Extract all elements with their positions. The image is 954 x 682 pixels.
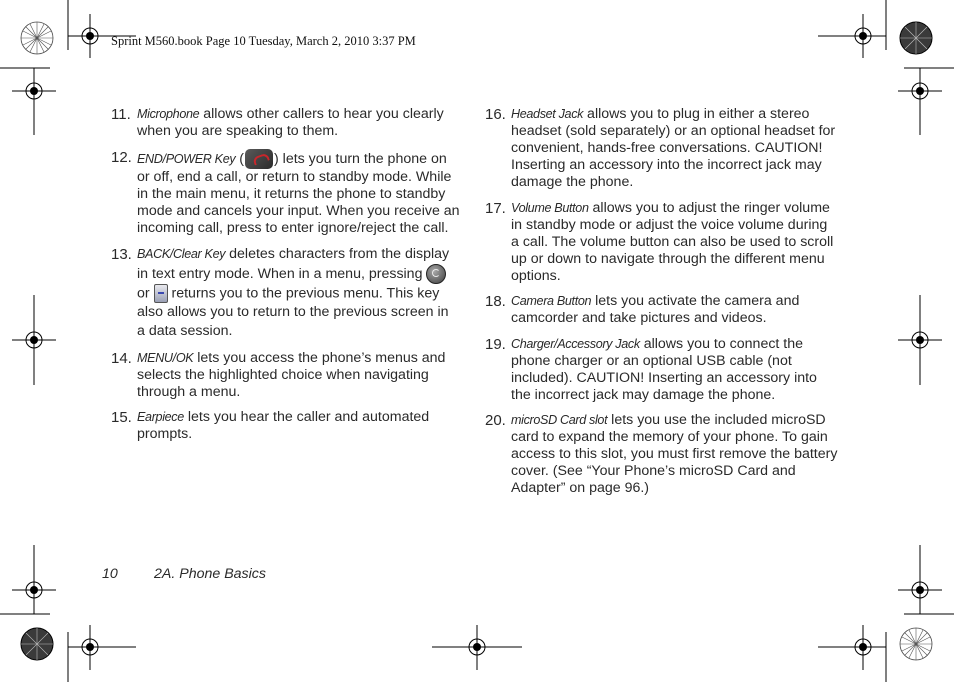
item-description: lets you hear the caller and automated prompts. [137, 409, 430, 443]
item-description: returns you to the previous menu. This key also allows you to return to the previous screen in a data session. [137, 285, 449, 340]
item-term: Headset Jack [511, 107, 584, 121]
item-term: microSD Card slot [511, 413, 608, 427]
item-number: 16. [485, 106, 506, 123]
item-number: 12. [111, 148, 132, 166]
item-number: 15. [111, 409, 132, 427]
item-term: Microphone [137, 107, 200, 121]
item-number: 14. [111, 349, 132, 367]
list-item [478, 293, 838, 327]
list-item [478, 412, 838, 497]
item-number: 19. [485, 335, 506, 353]
item-number: 20. [485, 412, 506, 429]
list-item [104, 245, 460, 341]
item-description: ) lets you turn the phone on or off, end a call, or return to standby mode. While in the main menu, it returns the phone to standby mode and cancels your input. When you receive an incoming call, press to enter ignore/reject the call. [137, 150, 460, 236]
item-description: allows you to connect the phone charger or an optional USB cable (not included). CAUTION! Inserting an accessory into the incorrect jack may damage the phone. [511, 335, 817, 403]
item-number: 17. [485, 199, 506, 217]
item-term: Volume Button [511, 200, 589, 215]
page-number: 10 [102, 566, 118, 582]
item-description: lets you activate the camera and camcorder and take pictures and videos. [511, 293, 800, 326]
item-term: BACK/Clear Key [137, 247, 226, 261]
list-item [104, 350, 460, 401]
item-term: END/POWER Key [137, 151, 236, 166]
end-power-key-icon [245, 149, 273, 169]
list-item [104, 149, 460, 237]
list-item [104, 409, 460, 443]
right-column [478, 106, 838, 506]
item-term: Earpiece [137, 410, 184, 425]
item-term: Camera Button [511, 294, 592, 308]
item-description: lets you access the phone’s menus and selects the highlighted choice when navigating through a menu. [137, 349, 446, 400]
back-key-small-icon [154, 284, 168, 303]
back-key-round-icon [426, 264, 446, 284]
item-description: allows you to plug in either a stereo headset (sold separately) or an optional headset for convenient, hands-free conversations. CAUTION! Inserting an accessory into the incorrect jack may damage the phone. [511, 106, 836, 190]
item-term: MENU/OK [137, 350, 194, 365]
left-column [104, 106, 460, 452]
item-description: allows other callers to hear you clearly when you are speaking to them. [137, 106, 444, 139]
section-title: 2A. Phone Basics [154, 566, 266, 582]
item-number: 11. [111, 106, 131, 123]
list-item [104, 106, 460, 140]
item-description: lets you use the included microSD card to expand the memory of your phone. To gain access to this slot, you must first remove the battery cover. (See “Your Phone’s microSD Card and Adapter” on page 96.) [511, 412, 838, 496]
item-description: or [137, 285, 154, 302]
item-description: deletes characters from the display in text entry mode. When in a menu, pressing [137, 246, 450, 282]
print-header: Sprint M560.book Page 10 Tuesday, March 2, 2010 3:37 PM [111, 34, 416, 48]
list-item [478, 106, 838, 191]
item-number: 13. [111, 246, 132, 263]
item-description: ( [235, 150, 244, 167]
list-item [478, 200, 838, 285]
item-number: 18. [485, 293, 506, 310]
item-description: allows you to adjust the ringer volume in standby mode or adjust the voice volume during a call. The volume button can also be used to scroll up or down to navigate through the different menu options. [511, 199, 834, 284]
list-item [478, 336, 838, 404]
item-term: Charger/Accessory Jack [511, 336, 640, 351]
